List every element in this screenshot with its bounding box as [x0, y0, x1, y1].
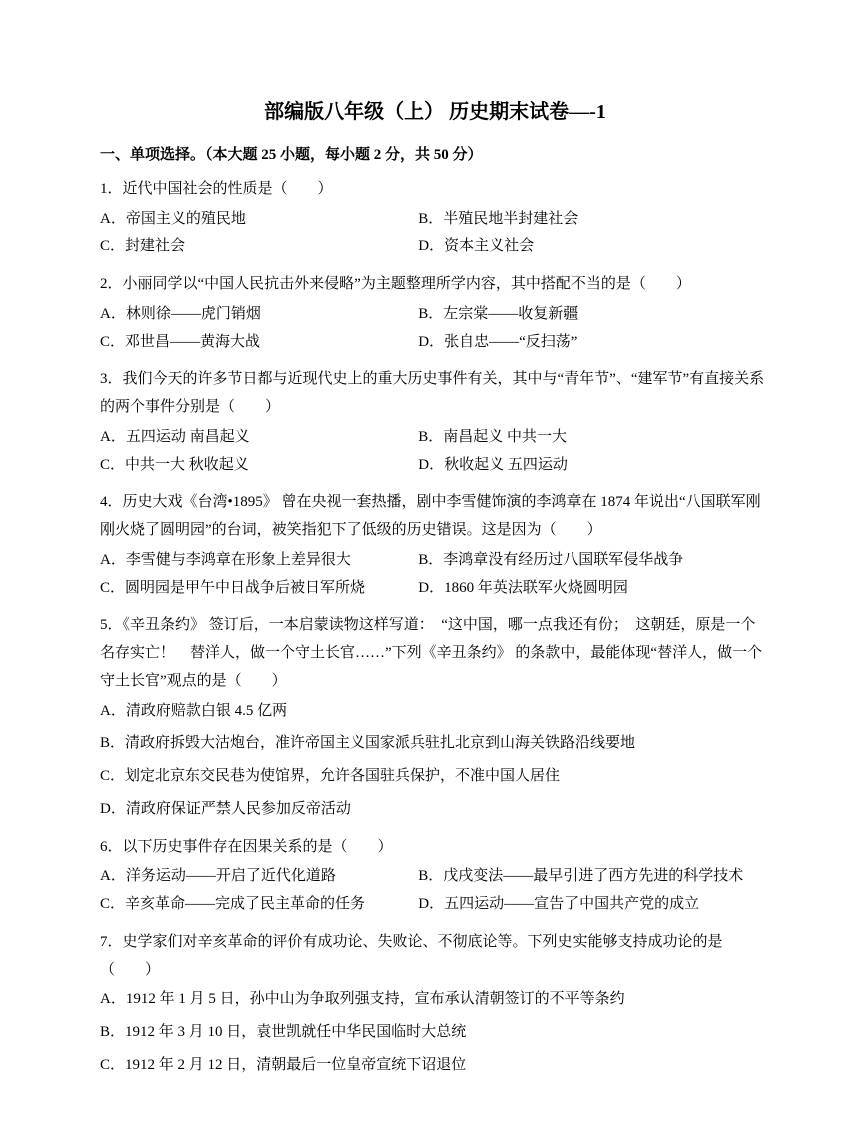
question-7 — [100, 929, 770, 1080]
question-options — [100, 863, 770, 919]
option-a: A．帝国主义的殖民地 — [100, 210, 246, 227]
option-d: D．1860 年英法联军火烧圆明园 — [418, 579, 628, 596]
option-b: B．李鸿章没有经历过八国联军侵华战争 — [418, 551, 684, 568]
option-b: B．清政府拆毁大沽炮台，准许帝国主义国家派兵驻扎北京到山海关铁路沿线要地 — [100, 735, 636, 752]
question-6 — [100, 834, 770, 919]
question-2 — [100, 271, 770, 356]
question-stem: 4．历史大戏《台湾•1895》 曾在央视一套热播，剧中李雪健饰演的李鸿章在 1874 年说出“八国联军刚刚火烧了圆明园”的台词，被笑指犯下了低级的历史错误。这是因为（ ） — [100, 494, 761, 538]
option-d: D．资本主义社会 — [418, 238, 535, 255]
question-5 — [100, 612, 770, 823]
question-options — [100, 301, 770, 357]
option-d: D．秋收起义 五四运动 — [418, 456, 568, 473]
question-stem: 7．史学家们对辛亥革命的评价有成功论、失败论、不彻底论等。下列史实能够支持成功论的是（ ） — [100, 933, 723, 978]
option-c: C．邓世昌——黄海大战 — [100, 333, 261, 350]
option-c: C．划定北京东交民巷为使馆界，允许各国驻兵保护，不准中国人居住 — [100, 768, 561, 784]
option-a: A．林则徐——虎门销烟 — [100, 305, 261, 322]
question-options — [100, 698, 770, 824]
option-c: C．中共一大 秋收起义 — [100, 456, 249, 473]
question-1 — [100, 176, 770, 261]
question-stem: 2．小丽同学以“中国人民抗击外来侵略”为主题整理所学内容，其中搭配不当的是（ ） — [100, 276, 691, 292]
option-c: C．辛亥革命——完成了民主革命的任务 — [100, 896, 366, 912]
option-a: A．清政府赔款白银 4.5 亿两 — [100, 702, 288, 719]
question-stem: 3．我们今天的许多节日都与近现代史上的重大历史事件有关，其中与“青年节”、“建军节”有直接关系的两个事件分别是（ ） — [100, 371, 765, 415]
option-a: A．五四运动 南昌起义 — [100, 428, 250, 445]
option-c: C．圆明园是甲午中日战争后被日军所烧 — [100, 579, 366, 596]
question-3 — [100, 366, 770, 479]
option-b: B．戊戌变法——最早引进了西方先进的科学技术 — [418, 868, 744, 885]
option-b: B．左宗棠——收复新疆 — [418, 305, 579, 322]
option-b: B．半殖民地半封建社会 — [418, 210, 579, 227]
question-4 — [100, 489, 770, 602]
option-c: C．封建社会 — [100, 238, 186, 255]
question-stem: 1．近代中国社会的性质是（ ） — [100, 180, 333, 197]
question-options — [100, 547, 770, 603]
question-options — [100, 206, 770, 262]
section-header: 一、单项选择。（本大题 25 小题，每小题 2 分，共 50 分） — [100, 147, 483, 163]
option-d: D．清政府保证严禁人民参加反帝活动 — [100, 800, 351, 817]
question-stem: 5．《辛丑条约》 签订后，一本启蒙读物这样写道： “这中国，哪一点我还有份； 这朝廷，原是一个名存实亡！ 替洋人，做一个守土长官……”下列《辛丑条约》 的条款中，最能体现“替洋人，做一个守土长官”观点的是（ ） — [100, 617, 763, 689]
option-a: A．洋务运动——开启了近代化道路 — [100, 868, 336, 885]
page-title: 部编版八年级（上） 历史期末试卷—-1 — [264, 101, 606, 123]
option-d: D．张自忠——“反扫荡” — [418, 333, 578, 350]
question-options — [100, 986, 770, 1079]
option-a: A．李雪健与李鸿章在形象上差异很大 — [100, 551, 351, 568]
option-d: D．五四运动——宣告了中国共产党的成立 — [418, 896, 700, 912]
option-a: A．1912 年 1 月 5 日，孙中山为争取列强支持，宣布承认清朝签订的不平等条约 — [100, 991, 625, 1008]
option-b: B．1912 年 3 月 10 日，袁世凯就任中华民国临时大总统 — [100, 1024, 467, 1040]
question-stem: 6．以下历史事件存在因果关系的是（ ） — [100, 838, 393, 855]
option-c: C．1912 年 2 月 12 日，清朝最后一位皇帝宣统下诏退位 — [100, 1056, 467, 1073]
question-options — [100, 424, 770, 480]
option-b: B．南昌起义 中共一大 — [418, 428, 568, 445]
